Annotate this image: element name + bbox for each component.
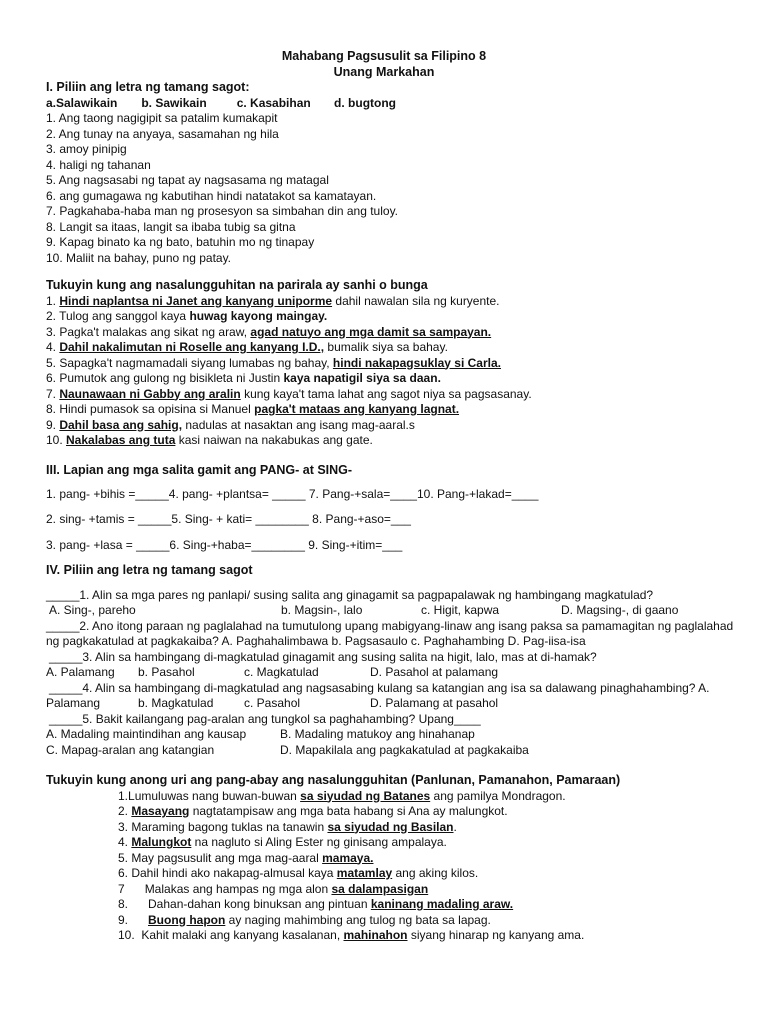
list-item: 8. Hindi pumasok sa opisina si Manuel pagka't mataas ang kanyang lagnat. — [46, 402, 460, 416]
exam-title: Mahabang Pagsusulit sa Filipino 8 — [281, 49, 487, 63]
affix-row: 1. pang- +bihis =_____4. pang- +plantsa= _____ 7. Pang-+sala=____10. Pang-+lakad=____ — [46, 486, 539, 501]
list-item: 1. Hindi naplantsa ni Janet ang kanyang uniporme dahil nawalan sila ng kuryente. — [46, 293, 500, 308]
list-item: 3. amoy pinipig — [46, 142, 127, 156]
question-1: _____1. Alin sa mga pares ng panlapi/ susing salita ang ginagamit sa pagpapalawak ng hambingang magkatulad? — [46, 587, 654, 602]
part4-section — [46, 563, 738, 758]
list-item: 4. haligi ng tahanan — [46, 157, 151, 172]
list-item: 9. Kapag binato ka ng bato, batuhin mo ng tinapay — [46, 235, 315, 249]
part1-choices — [46, 96, 738, 112]
question-5-choices-1: A. Madaling maintindihan ang kausap B. Madaling matukoy ang hinahanap — [46, 727, 475, 741]
list-item: 2. Masayang nagtatampisaw ang mga bata habang si Ana ay malungkot. — [118, 804, 508, 818]
part5-heading: Tukuyin kung anong uri ang pang-abay ang nasalungguhitan (Panlunan, Pamanahon, Pamaraan) — [46, 773, 621, 787]
choice-c: c. Kasabihan — [236, 95, 311, 110]
affix-row: 2. sing- +tamis = _____5. Sing- + kati= ________ 8. Pang-+aso=___ — [46, 512, 411, 526]
part5-section — [46, 773, 738, 944]
list-item: 4. Malungkot na nagluto si Aling Ester ng ginisang ampalaya. — [118, 835, 447, 849]
exam-subtitle: Unang Markahan — [333, 65, 435, 79]
question-3: _____3. Alin sa hambingang di-magkatulad ginagamit ang susing salita na higit, lalo, mas at di-hamak? — [49, 649, 597, 664]
part2-section — [46, 278, 738, 449]
question-2: _____2. Ano itong paraan ng paglalahad na tumutulong upang mabigyang-linaw ang isang paksa sa pamamagitan ng paglalahad — [46, 618, 734, 633]
list-item: 6. Dahil hindi ako nakapag-almusal kaya matamlay ang aking kilos. — [118, 866, 479, 880]
question-1-choices: A. Sing-, pareho b. Magsin-, lalo c. Higit, kapwa D. Magsing-, di gaano — [49, 603, 679, 617]
question-5: _____5. Bakit kailangang pag-aralan ang tungkol sa paghahambing? Upang____ — [49, 711, 481, 726]
list-item: 2. Ang tunay na anyaya, sasamahan ng hila — [46, 126, 279, 141]
part2-heading: Tukuyin kung ang nasalungguhitan na parirala ay sanhi o bunga — [46, 278, 428, 292]
question-2-cont: ng pagkakatulad at pagkakaiba? A. Paghahalimbawa b. Pagsasaulo c. Paghahambing D. Pag-iisa-isa — [46, 634, 586, 648]
choice-a: a.Salawikain — [46, 95, 118, 110]
part1-section — [46, 80, 738, 266]
affix-row: 3. pang- +lasa = _____6. Sing-+haba=________ 9. Sing-+itim=___ — [46, 537, 403, 552]
part3-heading: III. Lapian ang mga salita gamit ang PANG- at SING- — [46, 463, 353, 477]
list-item: 2. Tulog ang sanggol kaya huwag kayong maingay. — [46, 309, 328, 323]
question-5-choices-2: C. Mapag-aralan ang katangian D. Mapakilala ang pagkakatulad at pagkakaiba — [46, 742, 529, 757]
list-item: 7. Naunawaan ni Gabby ang aralin kung kaya't tama lahat ang sagot niya sa pagsasanay. — [46, 386, 532, 401]
list-item: 6. Pumutok ang gulong ng bisikleta ni Justin kaya napatigil siya sa daan. — [46, 371, 441, 385]
list-item: 1. Ang taong nagigipit sa patalim kumakapit — [46, 111, 278, 125]
list-item: 5. Sapagka't nagmamadali siyang lumabas ng bahay, hindi nakapagsuklay si Carla. — [46, 355, 501, 370]
list-item: 9. Buong hapon ay naging mahimbing ang tulog ng bata sa lapag. — [118, 912, 491, 927]
list-item: 8. Langit sa itaas, langit sa ibaba tubig sa gitna — [46, 219, 296, 234]
list-item: 9. Dahil basa ang sahig, nadulas at nasaktan ang isang mag-aaral.s — [46, 417, 415, 432]
list-item: 8. Dahan-dahan kong binuksan ang pintuan kaninang madaling araw. — [118, 897, 514, 911]
list-item: 10. Kahit malaki ang kanyang kasalanan, mahinahon siyang hinarap ng kanyang ama. — [118, 928, 585, 942]
list-item: 7. Pagkahaba-haba man ng prosesyon sa simbahan din ang tuloy. — [46, 204, 399, 218]
list-item: 3. Pagka't malakas ang sikat ng araw, agad natuyo ang mga damit sa sampayan. — [46, 324, 492, 339]
question-4: _____4. Alin sa hambingang di-magkatulad ang nagsasabing kulang sa katangian ang isa sa dalawang pinaghahambing? A. — [49, 680, 710, 695]
list-item: 4. Dahil nakalimutan ni Roselle ang kanyang I.D., bumalik siya sa bahay. — [46, 340, 448, 354]
part3-section — [46, 463, 738, 553]
list-item: 5. Ang nagsasabi ng tapat ay nagsasama ng matagal — [46, 173, 329, 187]
list-item: 10. Maliit na bahay, puno ng patay. — [46, 250, 232, 265]
part1-heading: I. Piliin ang letra ng tamang sagot: — [46, 80, 250, 94]
choice-d: d. bugtong — [334, 95, 397, 110]
list-item: 1.Lumuluwas nang buwan-buwan sa siyudad ng Batanes ang pamilya Mondragon. — [118, 788, 566, 803]
list-item: 6. ang gumagawa ng kabutihan hindi natatakot sa kamatayan. — [46, 188, 377, 203]
list-item: 7 Malakas ang hampas ng mga alon sa dalampasigan — [118, 881, 429, 896]
question-3-choices: A. Palamang b. Pasahol c. Magkatulad D. Pasahol at palamang — [46, 665, 499, 679]
list-item: 3. Maraming bagong tuklas na tanawin sa siyudad ng Basilan. — [118, 819, 457, 834]
list-item: 5. May pagsusulit ang mga mag-aaral mamaya. — [118, 850, 374, 865]
question-4-choices: Palamang b. Magkatulad c. Pasahol D. Palamang at pasahol — [46, 696, 499, 710]
part4-heading: IV. Piliin ang letra ng tamang sagot — [46, 563, 253, 577]
list-item: 10. Nakalabas ang tuta kasi naiwan na nakabukas ang gate. — [46, 433, 373, 447]
choice-b: b. Sawikain — [141, 95, 207, 110]
